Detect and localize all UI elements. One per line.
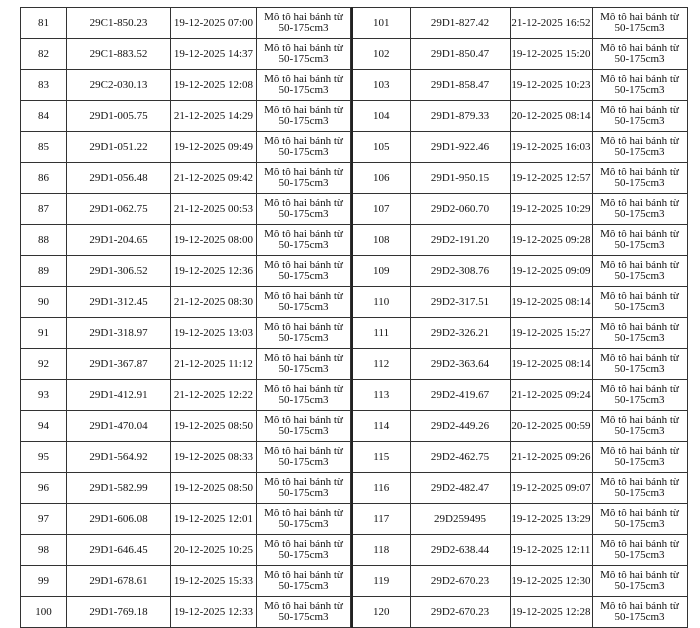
table-row	[352, 442, 687, 473]
violation-time: 20-12-2025 08:14	[510, 101, 592, 132]
license-plate: 29D1-582.99	[67, 473, 171, 504]
vehicle-type: Mô tô hai bánh từ 50-175cm3	[592, 163, 687, 194]
table-row	[21, 318, 351, 349]
vehicle-type: Mô tô hai bánh từ 50-175cm3	[257, 349, 351, 380]
table-row	[352, 380, 687, 411]
violation-time: 19-12-2025 15:33	[171, 566, 257, 597]
license-plate: 29D1-950.15	[410, 163, 510, 194]
row-number: 105	[352, 132, 410, 163]
row-number: 91	[21, 318, 67, 349]
license-plate: 29D2-363.64	[410, 349, 510, 380]
violation-time: 19-12-2025 09:09	[510, 256, 592, 287]
license-plate: 29D1-922.46	[410, 132, 510, 163]
table-row	[21, 566, 351, 597]
vehicle-type: Mô tô hai bánh từ 50-175cm3	[257, 163, 351, 194]
license-plate: 29D1-879.33	[410, 101, 510, 132]
table-row	[352, 566, 687, 597]
vehicle-type: Mô tô hai bánh từ 50-175cm3	[592, 535, 687, 566]
violation-time: 19-12-2025 15:20	[510, 39, 592, 70]
vehicle-type: Mô tô hai bánh từ 50-175cm3	[592, 504, 687, 535]
license-plate: 29D2-419.67	[410, 380, 510, 411]
license-plate: 29D1-769.18	[67, 597, 171, 628]
row-number: 96	[21, 473, 67, 504]
vehicle-type: Mô tô hai bánh từ 50-175cm3	[592, 225, 687, 256]
violation-time: 21-12-2025 12:22	[171, 380, 257, 411]
row-number: 92	[21, 349, 67, 380]
vehicle-type: Mô tô hai bánh từ 50-175cm3	[257, 411, 351, 442]
vehicle-type: Mô tô hai bánh từ 50-175cm3	[592, 194, 687, 225]
vehicle-type: Mô tô hai bánh từ 50-175cm3	[592, 442, 687, 473]
license-plate: 29D1-646.45	[67, 535, 171, 566]
table-row	[21, 101, 351, 132]
license-plate: 29D2-449.26	[410, 411, 510, 442]
violation-time: 21-12-2025 08:30	[171, 287, 257, 318]
violation-time: 19-12-2025 07:00	[171, 8, 257, 39]
table-row	[352, 256, 687, 287]
row-number: 94	[21, 411, 67, 442]
table-row	[352, 473, 687, 504]
row-number: 98	[21, 535, 67, 566]
violation-time: 19-12-2025 10:29	[510, 194, 592, 225]
vehicle-type: Mô tô hai bánh từ 50-175cm3	[592, 597, 687, 628]
row-number: 120	[352, 597, 410, 628]
vehicle-type: Mô tô hai bánh từ 50-175cm3	[592, 349, 687, 380]
table-row	[352, 504, 687, 535]
vehicle-type: Mô tô hai bánh từ 50-175cm3	[257, 194, 351, 225]
violation-time: 19-12-2025 09:49	[171, 132, 257, 163]
violation-time: 19-12-2025 12:57	[510, 163, 592, 194]
license-plate: 29D2-670.23	[410, 566, 510, 597]
violation-table-left	[20, 7, 351, 628]
table-row	[352, 101, 687, 132]
row-number: 109	[352, 256, 410, 287]
license-plate: 29D2-317.51	[410, 287, 510, 318]
row-number: 87	[21, 194, 67, 225]
license-plate: 29D2-670.23	[410, 597, 510, 628]
violation-time: 19-12-2025 10:23	[510, 70, 592, 101]
violation-time: 20-12-2025 10:25	[171, 535, 257, 566]
table-row	[352, 597, 687, 628]
license-plate: 29D1-051.22	[67, 132, 171, 163]
row-number: 113	[352, 380, 410, 411]
row-number: 95	[21, 442, 67, 473]
row-number: 90	[21, 287, 67, 318]
license-plate: 29D1-564.92	[67, 442, 171, 473]
row-number: 119	[352, 566, 410, 597]
row-number: 112	[352, 349, 410, 380]
table-body-right	[352, 8, 687, 628]
row-number: 110	[352, 287, 410, 318]
row-number: 114	[352, 411, 410, 442]
row-number: 89	[21, 256, 67, 287]
violation-time: 21-12-2025 16:52	[510, 8, 592, 39]
vehicle-type: Mô tô hai bánh từ 50-175cm3	[257, 442, 351, 473]
violation-table-right	[351, 7, 688, 628]
table-row	[21, 225, 351, 256]
row-number: 82	[21, 39, 67, 70]
license-plate: 29D259495	[410, 504, 510, 535]
table-row	[21, 8, 351, 39]
table-row	[21, 194, 351, 225]
vehicle-type: Mô tô hai bánh từ 50-175cm3	[592, 70, 687, 101]
violation-time: 20-12-2025 00:59	[510, 411, 592, 442]
table-row	[352, 411, 687, 442]
violation-time: 21-12-2025 14:29	[171, 101, 257, 132]
vehicle-type: Mô tô hai bánh từ 50-175cm3	[257, 101, 351, 132]
row-number: 101	[352, 8, 410, 39]
vehicle-type: Mô tô hai bánh từ 50-175cm3	[592, 318, 687, 349]
violation-time: 19-12-2025 08:14	[510, 349, 592, 380]
license-plate: 29D1-204.65	[67, 225, 171, 256]
vehicle-type: Mô tô hai bánh từ 50-175cm3	[592, 473, 687, 504]
license-plate: 29D2-060.70	[410, 194, 510, 225]
table-row	[21, 39, 351, 70]
violation-time: 21-12-2025 09:42	[171, 163, 257, 194]
vehicle-type: Mô tô hai bánh từ 50-175cm3	[257, 70, 351, 101]
violation-time: 19-12-2025 08:14	[510, 287, 592, 318]
vehicle-type: Mô tô hai bánh từ 50-175cm3	[257, 318, 351, 349]
violation-time: 19-12-2025 15:27	[510, 318, 592, 349]
license-plate: 29D2-326.21	[410, 318, 510, 349]
table-row	[352, 225, 687, 256]
table-row	[21, 163, 351, 194]
violation-time: 19-12-2025 13:29	[510, 504, 592, 535]
table-row	[21, 287, 351, 318]
license-plate: 29D1-678.61	[67, 566, 171, 597]
row-number: 106	[352, 163, 410, 194]
violation-time: 19-12-2025 14:37	[171, 39, 257, 70]
vehicle-type: Mô tô hai bánh từ 50-175cm3	[592, 39, 687, 70]
row-number: 104	[352, 101, 410, 132]
vehicle-type: Mô tô hai bánh từ 50-175cm3	[592, 566, 687, 597]
vehicle-type: Mô tô hai bánh từ 50-175cm3	[592, 287, 687, 318]
violation-time: 19-12-2025 09:07	[510, 473, 592, 504]
vehicle-type: Mô tô hai bánh từ 50-175cm3	[257, 256, 351, 287]
row-number: 118	[352, 535, 410, 566]
violation-time: 19-12-2025 12:08	[171, 70, 257, 101]
violation-time: 21-12-2025 00:53	[171, 194, 257, 225]
license-plate: 29D1-005.75	[67, 101, 171, 132]
violation-time: 19-12-2025 12:36	[171, 256, 257, 287]
license-plate: 29D1-312.45	[67, 287, 171, 318]
row-number: 99	[21, 566, 67, 597]
row-number: 86	[21, 163, 67, 194]
row-number: 108	[352, 225, 410, 256]
license-plate: 29D1-606.08	[67, 504, 171, 535]
vehicle-type: Mô tô hai bánh từ 50-175cm3	[592, 380, 687, 411]
violation-time: 19-12-2025 12:33	[171, 597, 257, 628]
vehicle-type: Mô tô hai bánh từ 50-175cm3	[592, 101, 687, 132]
license-plate: 29D1-470.04	[67, 411, 171, 442]
violation-time: 19-12-2025 16:03	[510, 132, 592, 163]
row-number: 103	[352, 70, 410, 101]
table-row	[352, 194, 687, 225]
violation-time: 19-12-2025 12:28	[510, 597, 592, 628]
row-number: 84	[21, 101, 67, 132]
row-number: 102	[352, 39, 410, 70]
license-plate: 29D1-062.75	[67, 194, 171, 225]
license-plate: 29D2-482.47	[410, 473, 510, 504]
table-row	[21, 132, 351, 163]
row-number: 115	[352, 442, 410, 473]
license-plate: 29D2-462.75	[410, 442, 510, 473]
vehicle-type: Mô tô hai bánh từ 50-175cm3	[592, 411, 687, 442]
violation-time: 19-12-2025 12:11	[510, 535, 592, 566]
row-number: 97	[21, 504, 67, 535]
license-plate: 29D1-367.87	[67, 349, 171, 380]
violation-time: 19-12-2025 09:28	[510, 225, 592, 256]
vehicle-type: Mô tô hai bánh từ 50-175cm3	[592, 8, 687, 39]
table-row	[21, 504, 351, 535]
violation-time: 19-12-2025 12:01	[171, 504, 257, 535]
violation-time: 21-12-2025 11:12	[171, 349, 257, 380]
violation-list	[20, 7, 685, 623]
vehicle-type: Mô tô hai bánh từ 50-175cm3	[257, 504, 351, 535]
table-row	[21, 473, 351, 504]
vehicle-type: Mô tô hai bánh từ 50-175cm3	[257, 566, 351, 597]
violation-time: 19-12-2025 08:33	[171, 442, 257, 473]
table-row	[21, 597, 351, 628]
row-number: 100	[21, 597, 67, 628]
row-number: 81	[21, 8, 67, 39]
row-number: 111	[352, 318, 410, 349]
row-number: 93	[21, 380, 67, 411]
vehicle-type: Mô tô hai bánh từ 50-175cm3	[257, 287, 351, 318]
vehicle-type: Mô tô hai bánh từ 50-175cm3	[257, 535, 351, 566]
license-plate: 29D1-056.48	[67, 163, 171, 194]
table-row	[352, 39, 687, 70]
license-plate: 29D1-412.91	[67, 380, 171, 411]
row-number: 85	[21, 132, 67, 163]
license-plate: 29D1-850.47	[410, 39, 510, 70]
table-row	[352, 318, 687, 349]
table-row	[352, 535, 687, 566]
license-plate: 29D1-858.47	[410, 70, 510, 101]
row-number: 116	[352, 473, 410, 504]
violation-time: 19-12-2025 08:50	[171, 411, 257, 442]
table-row	[21, 256, 351, 287]
vehicle-type: Mô tô hai bánh từ 50-175cm3	[257, 597, 351, 628]
table-row	[352, 287, 687, 318]
license-plate: 29D2-308.76	[410, 256, 510, 287]
vehicle-type: Mô tô hai bánh từ 50-175cm3	[257, 39, 351, 70]
table-row	[21, 442, 351, 473]
license-plate: 29C1-850.23	[67, 8, 171, 39]
vehicle-type: Mô tô hai bánh từ 50-175cm3	[257, 132, 351, 163]
row-number: 117	[352, 504, 410, 535]
violation-time: 19-12-2025 08:00	[171, 225, 257, 256]
table-row	[21, 349, 351, 380]
license-plate: 29D1-318.97	[67, 318, 171, 349]
vehicle-type: Mô tô hai bánh từ 50-175cm3	[257, 473, 351, 504]
license-plate: 29C1-883.52	[67, 39, 171, 70]
table-row	[352, 163, 687, 194]
table-row	[21, 380, 351, 411]
row-number: 107	[352, 194, 410, 225]
row-number: 83	[21, 70, 67, 101]
violation-time: 19-12-2025 08:50	[171, 473, 257, 504]
violation-time: 21-12-2025 09:24	[510, 380, 592, 411]
vehicle-type: Mô tô hai bánh từ 50-175cm3	[257, 380, 351, 411]
vehicle-type: Mô tô hai bánh từ 50-175cm3	[257, 225, 351, 256]
license-plate: 29D1-306.52	[67, 256, 171, 287]
vehicle-type: Mô tô hai bánh từ 50-175cm3	[592, 256, 687, 287]
row-number: 88	[21, 225, 67, 256]
license-plate: 29D1-827.42	[410, 8, 510, 39]
license-plate: 29D2-191.20	[410, 225, 510, 256]
license-plate: 29C2-030.13	[67, 70, 171, 101]
table-row	[21, 70, 351, 101]
license-plate: 29D2-638.44	[410, 535, 510, 566]
violation-time: 19-12-2025 12:30	[510, 566, 592, 597]
violation-time: 19-12-2025 13:03	[171, 318, 257, 349]
table-body-left	[21, 8, 351, 628]
table-row	[21, 535, 351, 566]
table-row	[352, 349, 687, 380]
table-row	[21, 411, 351, 442]
table-row	[352, 70, 687, 101]
violation-time: 21-12-2025 09:26	[510, 442, 592, 473]
table-row	[352, 132, 687, 163]
vehicle-type: Mô tô hai bánh từ 50-175cm3	[592, 132, 687, 163]
vehicle-type: Mô tô hai bánh từ 50-175cm3	[257, 8, 351, 39]
table-row	[352, 8, 687, 39]
